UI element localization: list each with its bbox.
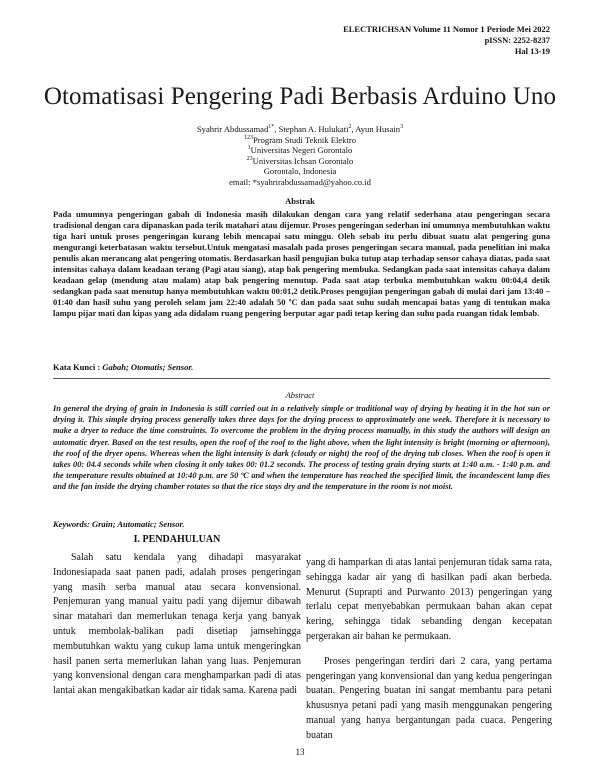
section-title: I. PENDAHULUAN bbox=[133, 534, 221, 545]
paragraph: Proses pengeringan terdiri dari 2 cara, yang pertama pengeringan yang konvensional dan yang kedua pengeringan buatan. Pengering buatan ini sangat membantu para petani khususnya petani padi yang masih menggunakan pengering manual yang hanya bergantungan pada cuaca. Pengering buatan bbox=[306, 655, 552, 741]
abstrak-text: Pada umumnya pengeringan gabah di Indonesia masih dilakukan dengan cara yang relatif sederhana atau pengeringan secara tradisional dengan cara dipanaskan pada terik matahari atau dijemur. Proses pengeringan sederhan ini umumnya membutuhkan waktu tiga hari untuk proses pengeringan kurang lebih mencapai satu minggu. Oleh sebab itu perlu dibuat suatu alat pengering guna mengurangi keterbatasan waktu tersebut.Untuk mengatasi masalah pada proses pengeringan secara manual, pada penelitian ini maka penulis akan merancang alat pengering otomatis. Berdasarkan hasil pengujian buka tutup atap terhadap sensor cahaya diatas, pada saat intensitas cahaya dalam keadaan terang (Pagi atau siang), atap bak pengering membuka. Sedangkan pada saat intensitas cahaya dalam keadaan gelap (mendung atau malam) atap bak pengering menutup. Pada saat atap terbuka membutuhkan waktu 00:04,4 detik sedangkan pada saat menutup hanya membutuhkan waktu 00:01,2 detik.Proses pengujian pengeringan gabah di mulai dari jam 13:40 – 01:40 dan hasil suhu yang peroleh selam jam 22:40 adalah 50 ºC dan pada saat suhu sudah mencapai batas yang di tentukan maka lampu pijar mati dan kipas yang ada didalam ruang pengering berputar agar padi tetap kering dan suhu pada ruangan tidak lembab. bbox=[53, 209, 550, 318]
keywords: Keywords: Grain; Automatic; Sensor. bbox=[53, 519, 185, 529]
abstract-heading: Abstract bbox=[285, 390, 315, 400]
journal-issn: pISSN: 2252-8237 bbox=[484, 35, 550, 45]
paragraph: yang di hamparkan di atas lantai penjemuran tidak sama rata, sehingga kadar air yang di hasilkan padi akan berbeda. Menurut (Suprapti and Purwanto 2013) pengeringan yang terlalu cepat menyebabkan permukaan bahan akan cepat kering, sehingga tidak sebanding dengan kecepatan pergerakan air bahan ke permukaan. bbox=[306, 557, 552, 642]
journal-header bbox=[343, 24, 550, 57]
affiliation-2: $^1$Universitas Negeri Gorontalo bbox=[247, 145, 353, 156]
journal-pages: Hal 13-19 bbox=[514, 46, 550, 56]
kata-kunci: Kata Kunci : Gabah; Otomatis; Sensor. bbox=[53, 362, 194, 372]
abstract-divider bbox=[53, 378, 550, 379]
affiliation-1: $^{123}$Program Studi Teknik Elektro bbox=[243, 134, 357, 145]
body-column-right bbox=[306, 556, 552, 744]
affiliation-3: $^{23}$Universitas Ichsan Gorontalo bbox=[246, 155, 354, 166]
body-column-left bbox=[53, 533, 301, 699]
abstrak-heading: Abstrak bbox=[285, 196, 315, 206]
paragraph: Salah satu kendala yang dihadapi masyarakat Indonesiapada saat panen padi, adalah proses pengeringan yang masih serba manual atau secara konvensional. Penjemuran yang manual yaitu padi yang dijemur dibawah sinar matahari dan memerlukan tenaga kerja yang banyak untuk membolak-balikan padi disetiap jamsehingga membutuhkan waktu yang cukup lama untuk mengeringkan hasil panen serta memerlukan lahan yang luas. Penjemuran yang konvensional dengan cara menghamparkan padi di atas lantai akan mengakibatkan kadar air tidak sama. Karena padi bbox=[53, 552, 301, 697]
page-number: 13 bbox=[295, 747, 305, 757]
author-block bbox=[0, 124, 600, 188]
author-names: Syahrir Abdussamad$^{1*}$, Stephan A. Hulukati$^2$, Ayun Husain$^3$ bbox=[196, 124, 404, 134]
paper-title: Otomatisasi Pengering Padi Berbasis Arduino Uno bbox=[43, 83, 557, 110]
author-email: email: *syahrirabdussamad@yahoo.co.id bbox=[229, 176, 371, 187]
journal-volume: ELECTRICHSAN Volume 11 Nomor 1 Periode Mei 2022 bbox=[343, 24, 550, 34]
author-city: Gorontalo, Indonesia bbox=[263, 166, 337, 177]
abstract-text: In general the drying of grain in Indonesia is still carried out in a relatively simple or traditional way of drying by heating it in the hot sun or drying it. This simple drying process generally takes three days for the drying process to approximately one week. Therefore it is necessary to make a dryer to reduce the time constraints. To overcome the problem in the drying process manually, in this study the authors will design an automatic dryer. Based on the test results, open the roof of the roof to the light above, when the light intensity is bright (morning or afternoon), the roof of the dryer opens. Whereas when the light intensity is dark (cloudy or night) the roof of the drying tub closes. When the roof is open it takes 00: 04.4 seconds while when closing it only takes 00: 01.2 seconds. The process of testing grain drying starts at 1:40 a.m. - 1:40 p.m. and the temperature results obtained at 10:40 p.m. are 50 ºC and when the temperature has reached the specified limit, the incandescent lamp dies and the fan inside the drying chamber rotates so that the rice stays dry and the temperature in the room is not moist. bbox=[53, 404, 550, 492]
